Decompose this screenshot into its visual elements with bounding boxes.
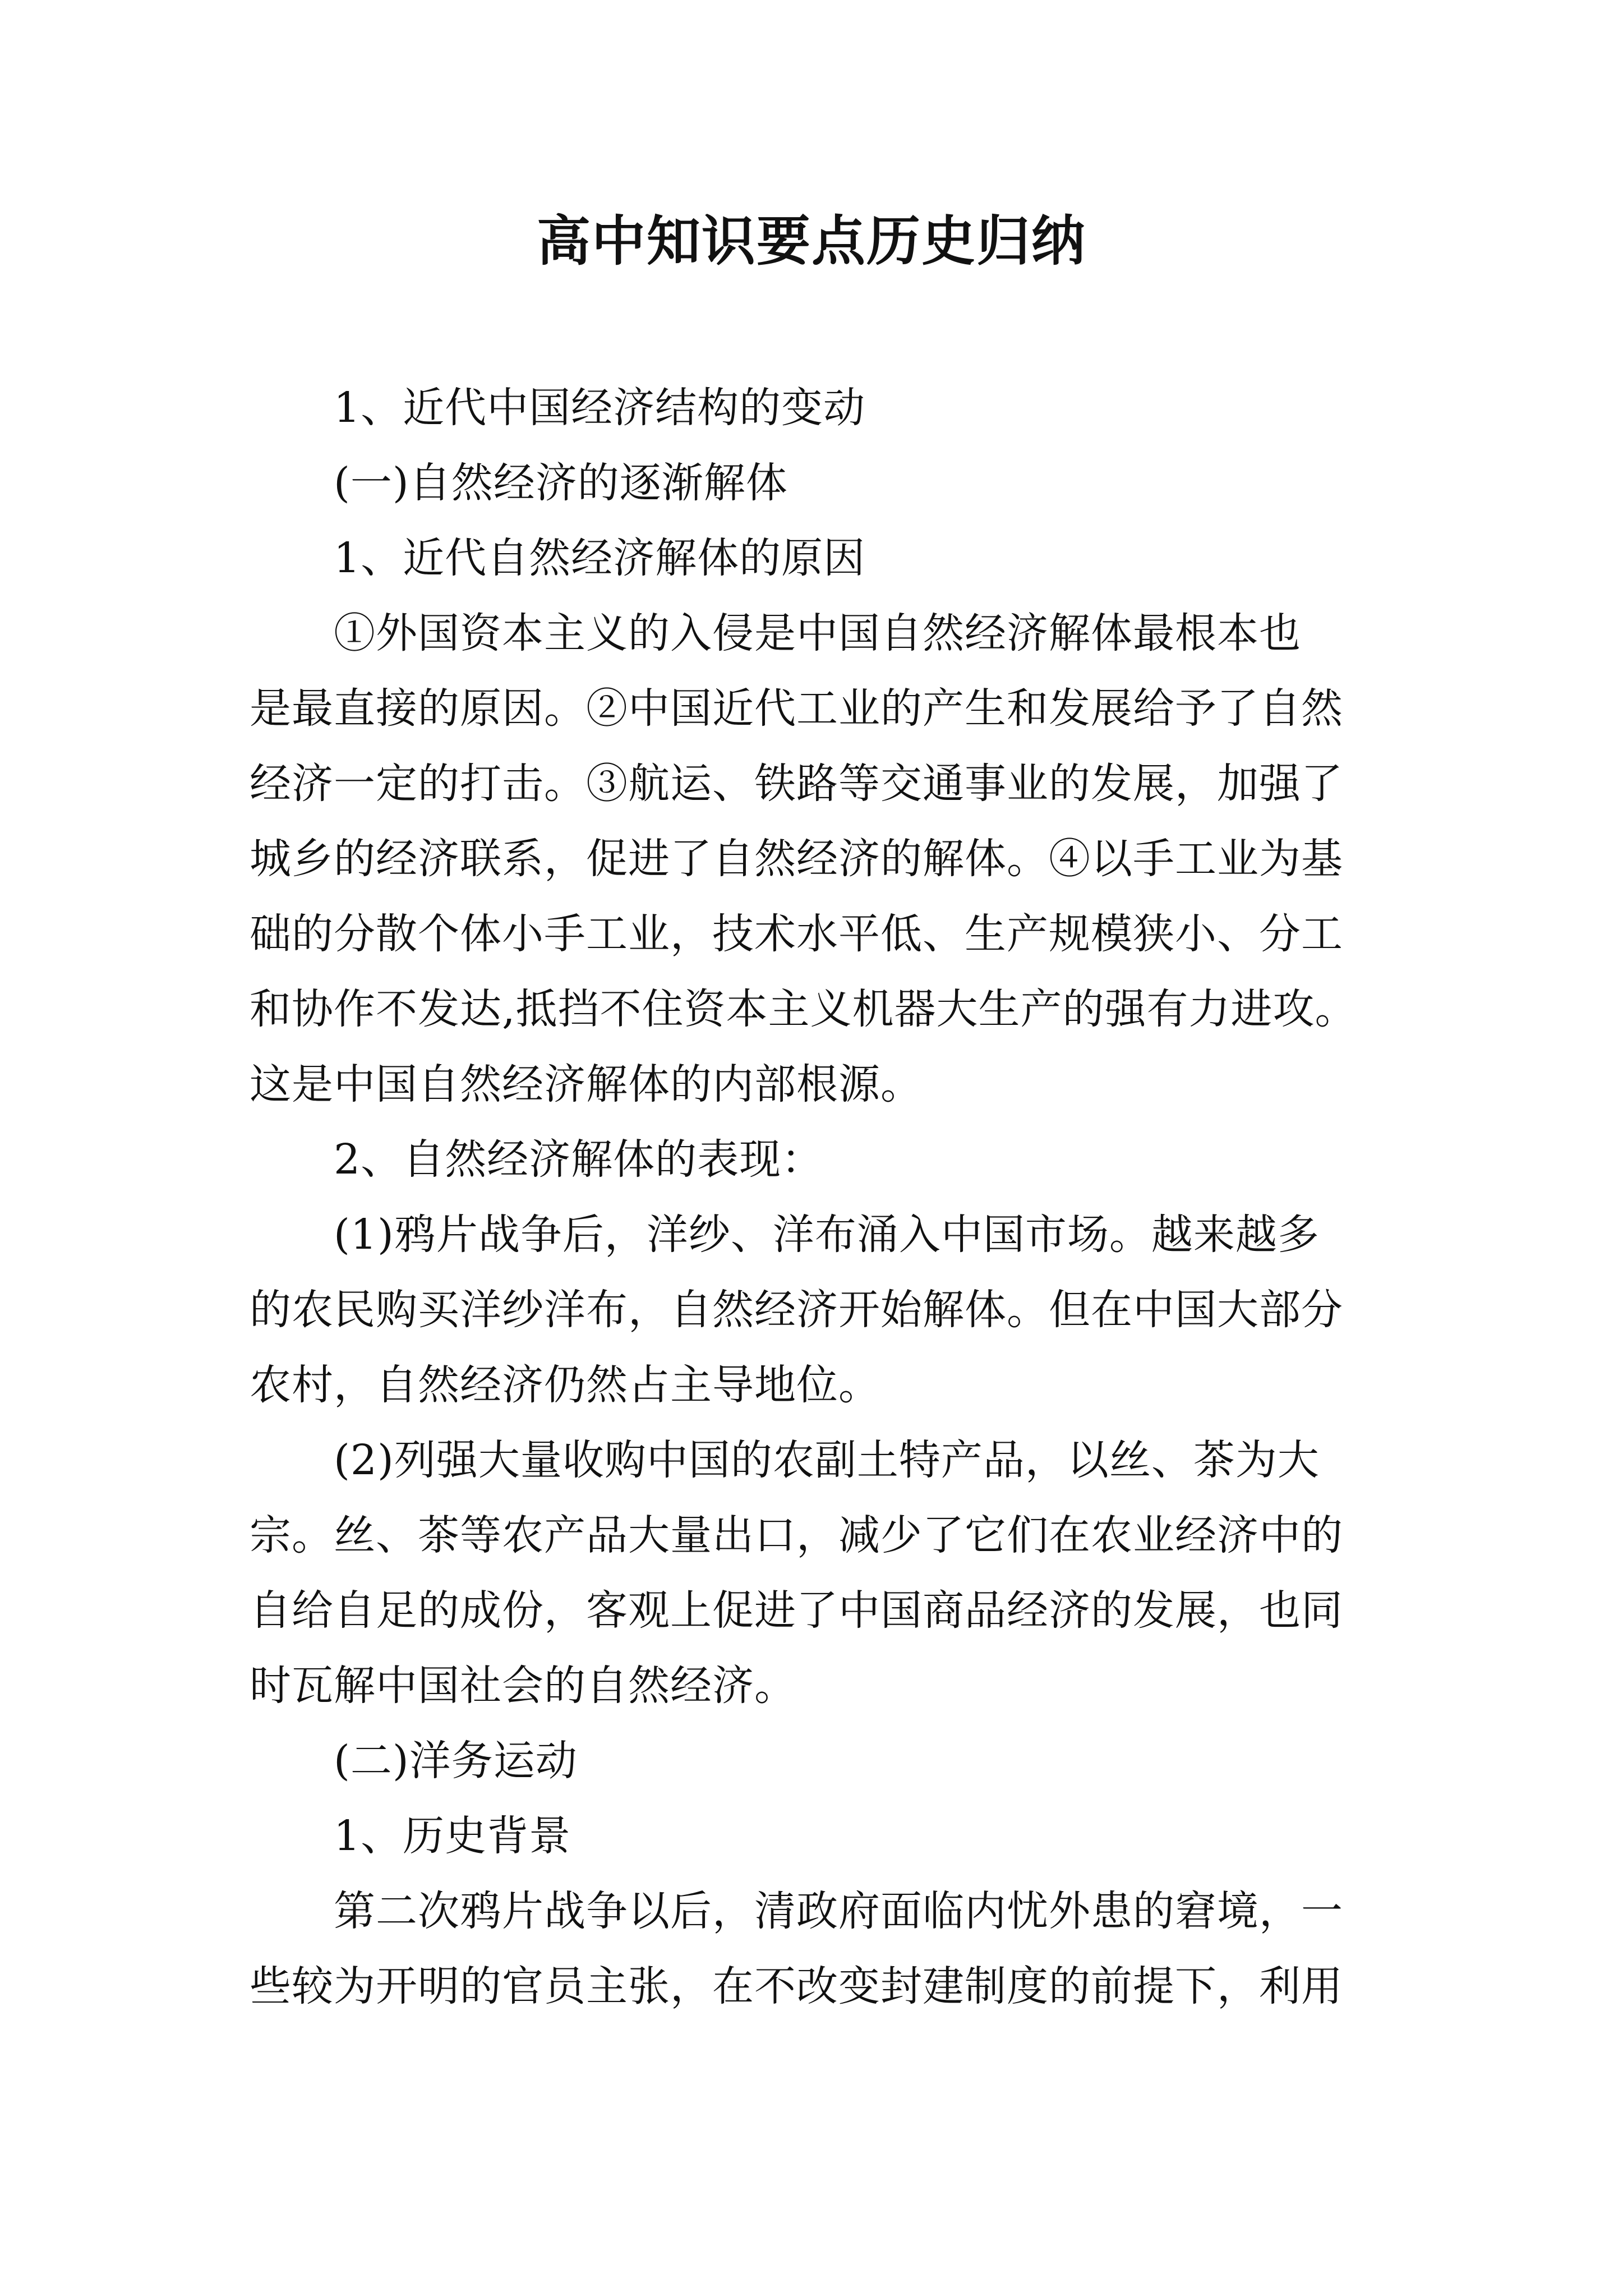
- text-line: 础的分散个体小手工业，技术水平低、生产规模狭小、分工: [250, 910, 1343, 958]
- text-line: 1、历史背景: [334, 1812, 571, 1860]
- text-line: (1)鸦片战争后，洋纱、洋布涌入中国市场。越来越多: [334, 1211, 1320, 1259]
- text-line: 是最直接的原因。②中国近代工业的产生和发展给予了自然: [250, 684, 1343, 733]
- text-line: 城乡的经济联系，促进了自然经济的解体。④以手工业为基: [250, 835, 1343, 883]
- text-line: (二)洋务运动: [334, 1737, 578, 1785]
- text-line: 农村，自然经济仍然占主导地位。: [250, 1361, 880, 1409]
- text-line: 自给自足的成份，客观上促进了中国商品经济的发展，也同: [250, 1586, 1343, 1635]
- text-line: 第二次鸦片战争以后，清政府面临内忧外患的窘境，一: [334, 1887, 1343, 1935]
- text-line: 些较为开明的官员主张，在不改变封建制度的前提下，利用: [250, 1962, 1343, 2010]
- text-line: 的农民购买洋纱洋布，自然经济开始解体。但在中国大部分: [250, 1286, 1343, 1334]
- text-line: 1、近代自然经济解体的原因: [334, 534, 866, 582]
- text-line: ①外国资本主义的入侵是中国自然经济解体最根本也: [334, 609, 1301, 657]
- page-title: 高中知识要点历史归纳: [537, 209, 1086, 273]
- text-line: 宗。丝、茶等农产品大量出口，减少了它们在农业经济中的: [250, 1511, 1343, 1559]
- text-line: 和协作不发达,抵挡不住资本主义机器大生产的强有力进攻。: [250, 985, 1357, 1033]
- text-line: 时瓦解中国社会的自然经济。: [250, 1662, 796, 1710]
- text-line: 1、近代中国经济结构的变动: [334, 384, 866, 432]
- text-line: 经济一定的打击。③航运、铁路等交通事业的发展，加强了: [250, 760, 1343, 808]
- text-line: (2)列强大量收购中国的农副土特产品，以丝、茶为大: [334, 1436, 1320, 1484]
- document-body: [250, 370, 1394, 2024]
- text-line: 这是中国自然经济解体的内部根源。: [250, 1060, 923, 1108]
- text-line: (一)自然经济的逐渐解体: [334, 459, 788, 507]
- text-line: 2、自然经济解体的表现：: [334, 1135, 824, 1184]
